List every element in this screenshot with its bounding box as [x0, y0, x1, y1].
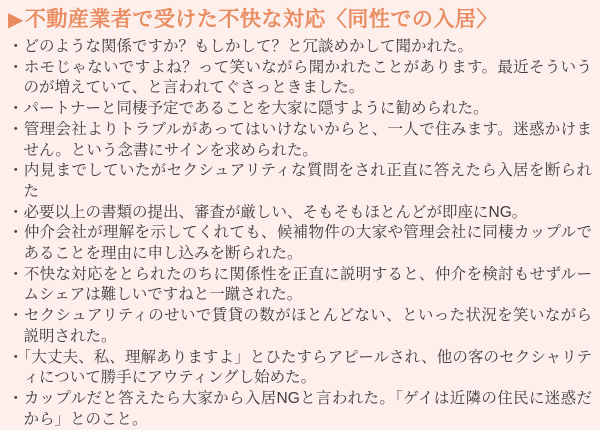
list-item-text: パートナーと同棲予定であることを大家に隠すように勧められた。: [23, 100, 489, 118]
list-item-text: 管理会社よりトラブルがあってはいけないからと、一人で住みます。迷惑かけません。という念書にサインを求められた。: [23, 120, 592, 159]
bullet-marker: ・: [8, 162, 24, 180]
list-item: [8, 203, 592, 224]
bullet-marker: ・: [8, 38, 24, 55]
bullet-marker: ・: [8, 389, 24, 407]
bullet-marker: ・: [8, 265, 24, 283]
list-item-text: カップルだと答えたら大家から入居NGと言われた。「ゲイは近隣の住民に迷惑だから」とのこと。: [23, 389, 592, 428]
panel-title: 不動産業者で受けた不快な対応〈同性での入居〉: [24, 8, 498, 31]
list-item-text: 不快な対応をとられたのちに関係性を正直に説明すると、仲介を検討もせずルームシェアは難しいですねと一蹴された。: [23, 265, 592, 304]
bullet-marker: ・: [8, 348, 24, 366]
testimonial-list: [8, 37, 592, 430]
list-item-text: ホモじゃないですよね？って笑いながら聞かれたことがあります。最近そういうのが増えていて、と言われてぐさっときました。: [23, 58, 592, 97]
list-item: [8, 37, 592, 58]
list-item: [8, 223, 592, 264]
list-item-text: 仲介会社が理解を示してくれても、候補物件の大家や管理会社に同棲カップルであることを理由に申し込みを断られた。: [23, 224, 592, 263]
bullet-marker: ・: [8, 203, 24, 221]
list-item-text: どのような関係ですか？もしかして？と冗談めかして聞かれた。: [23, 38, 474, 55]
list-item: [8, 348, 592, 389]
list-item: [8, 161, 592, 202]
list-item-text: セクシュアリティのせいで賃貸の数がほとんどない、といった状況を笑いながら説明された。: [23, 307, 592, 345]
list-item-text: 「大丈夫、私、理解ありますよ」とひたすらアピールされ、他の客のセクシャリティについて勝手にアウティングし始めた。: [23, 348, 592, 387]
list-item: [8, 58, 592, 99]
list-item: [8, 120, 592, 161]
bullet-marker: ・: [8, 120, 24, 138]
list-item: [8, 389, 592, 430]
list-item-text: 必要以上の書類の提出、審査が厳しい、そもそもほとんどが即座にNG。: [23, 203, 528, 221]
bullet-marker: ・: [8, 307, 24, 325]
list-item-text: 内見までしていたがセクシュアリティな質問をされ正直に答えたら入居を断られた: [23, 162, 592, 200]
right-triangle-icon: ▶: [8, 9, 24, 31]
bullet-marker: ・: [8, 100, 24, 118]
bullet-marker: ・: [8, 224, 24, 242]
panel-header: [8, 5, 592, 35]
list-item: [8, 306, 592, 347]
list-item: [8, 99, 592, 120]
list-item: [8, 265, 592, 306]
bullet-marker: ・: [8, 58, 24, 76]
